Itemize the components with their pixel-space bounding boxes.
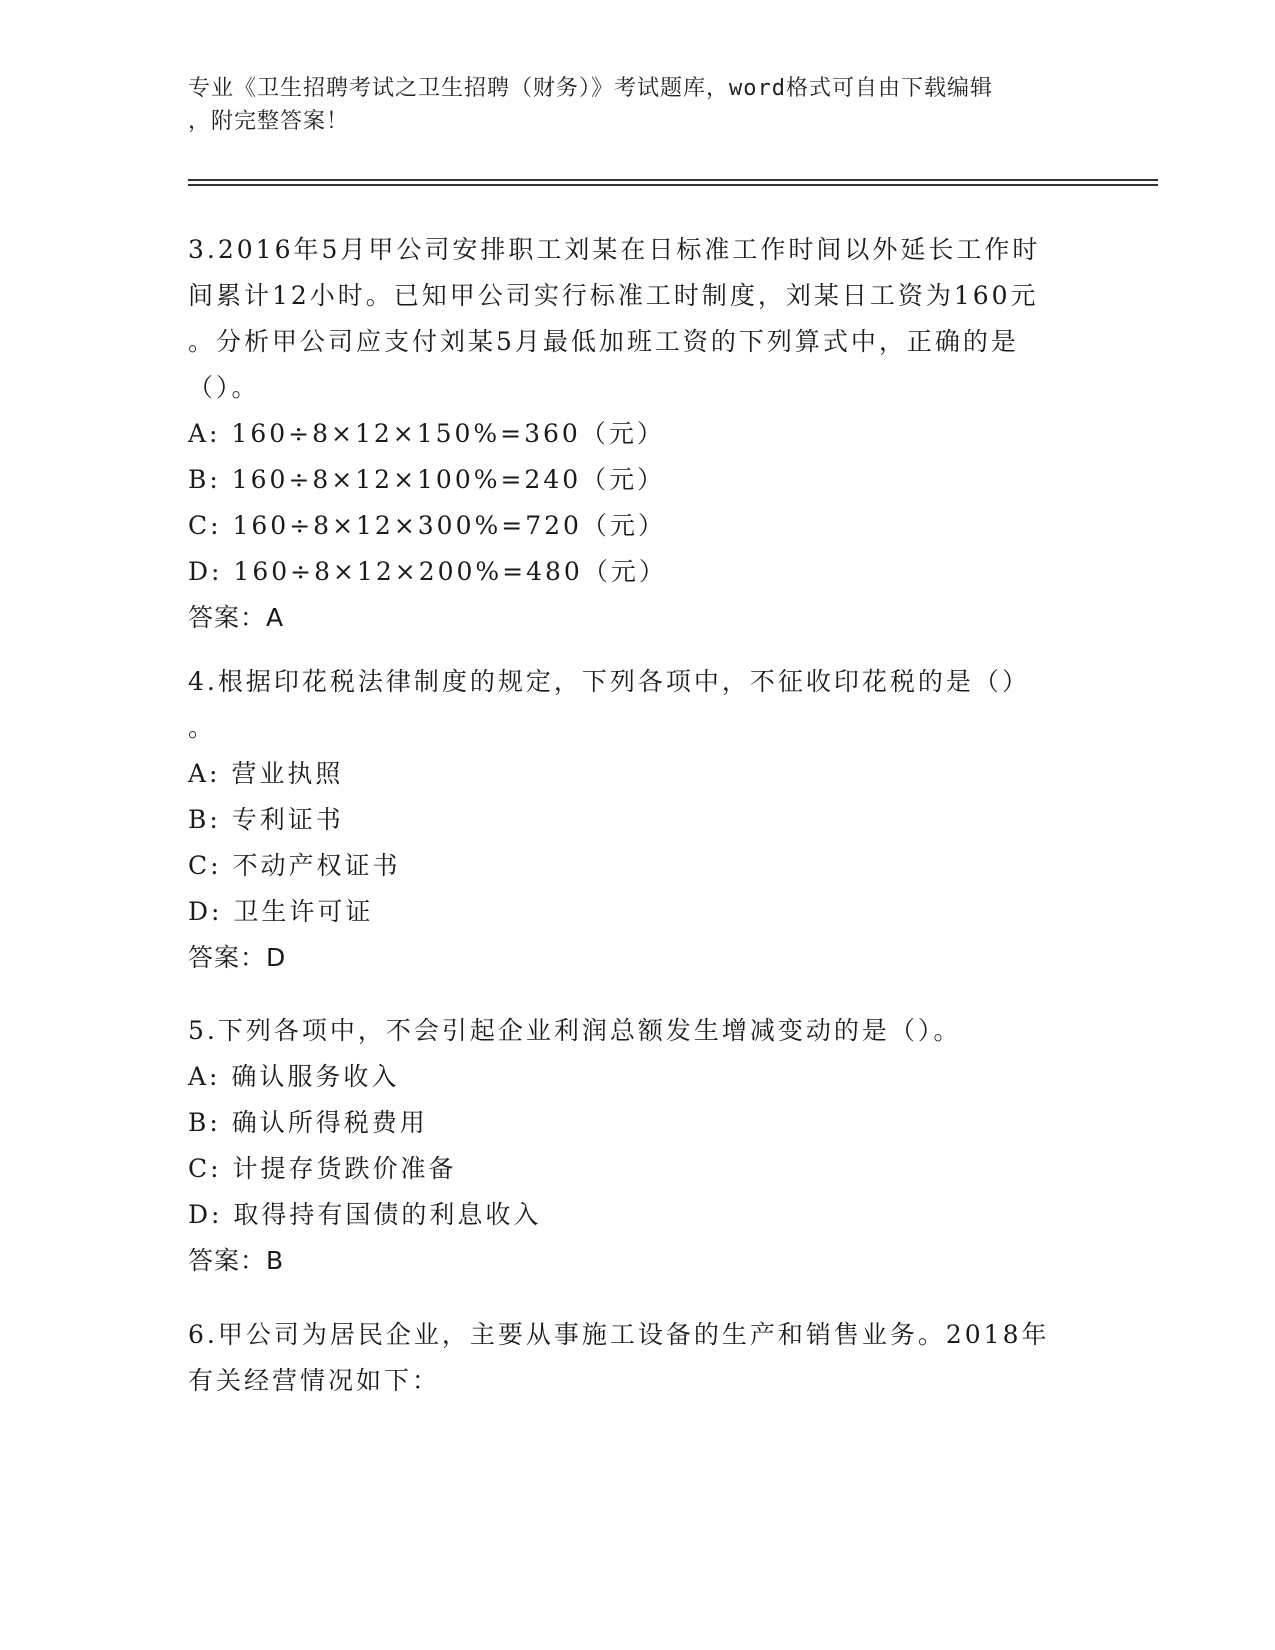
- option-a: A: 营业执照: [188, 759, 344, 788]
- option-d: D: 160÷8×12×200%=480（元）: [188, 557, 667, 586]
- question-text-line: 3.2016年5月甲公司安排职工刘某在日标准工作时间以外延长工作时: [188, 235, 1041, 264]
- option-b: B: 160÷8×12×100%=240（元）: [188, 465, 666, 494]
- question-text-line: 。: [188, 713, 217, 742]
- header-line-2: ，附完整答案！: [188, 109, 350, 134]
- question-6: [188, 1312, 1088, 1404]
- question-text-line: 5.下列各项中，不会引起企业利润总额发生增减变动的是（）。: [188, 1016, 962, 1045]
- option-d: D: 卫生许可证: [188, 897, 374, 926]
- document-header: [188, 72, 1088, 138]
- option-a: A: 确认服务收入: [188, 1062, 400, 1091]
- option-c: C: 不动产权证书: [188, 851, 401, 880]
- header-line-1: 专业《卫生招聘考试之卫生招聘（财务）》考试题库，word格式可自由下载编辑: [188, 76, 993, 101]
- question-4: [188, 659, 1088, 981]
- option-b: B: 确认所得税费用: [188, 1108, 428, 1137]
- question-text-line: 6.甲公司为居民企业，主要从事施工设备的生产和销售业务。2018年: [188, 1320, 1050, 1349]
- question-text-line: 间累计12小时。已知甲公司实行标准工时制度，刘某日工资为160元: [188, 281, 1039, 310]
- question-text-line: 4.根据印花税法律制度的规定，下列各项中，不征收印花税的是（）: [188, 667, 1030, 696]
- option-b: B: 专利证书: [188, 805, 344, 834]
- option-a: A: 160÷8×12×150%=360（元）: [188, 419, 665, 448]
- header-divider-bottom: [188, 184, 1158, 186]
- header-divider-top: [188, 179, 1158, 181]
- question-text-line: 有关经营情况如下：: [188, 1366, 441, 1395]
- question-text-line: （）。: [188, 373, 260, 402]
- option-c: C: 160÷8×12×300%=720（元）: [188, 511, 666, 540]
- option-d: D: 取得持有国债的利息收入: [188, 1200, 542, 1229]
- answer-line: 答案：A: [188, 603, 285, 632]
- question-5: [188, 1008, 1088, 1284]
- question-3: [188, 227, 1088, 641]
- question-text-line: 。分析甲公司应支付刘某5月最低加班工资的下列算式中，正确的是: [188, 327, 1019, 356]
- option-c: C: 计提存货跌价准备: [188, 1154, 457, 1183]
- answer-line: 答案：B: [188, 1246, 285, 1275]
- answer-line: 答案：D: [188, 943, 287, 972]
